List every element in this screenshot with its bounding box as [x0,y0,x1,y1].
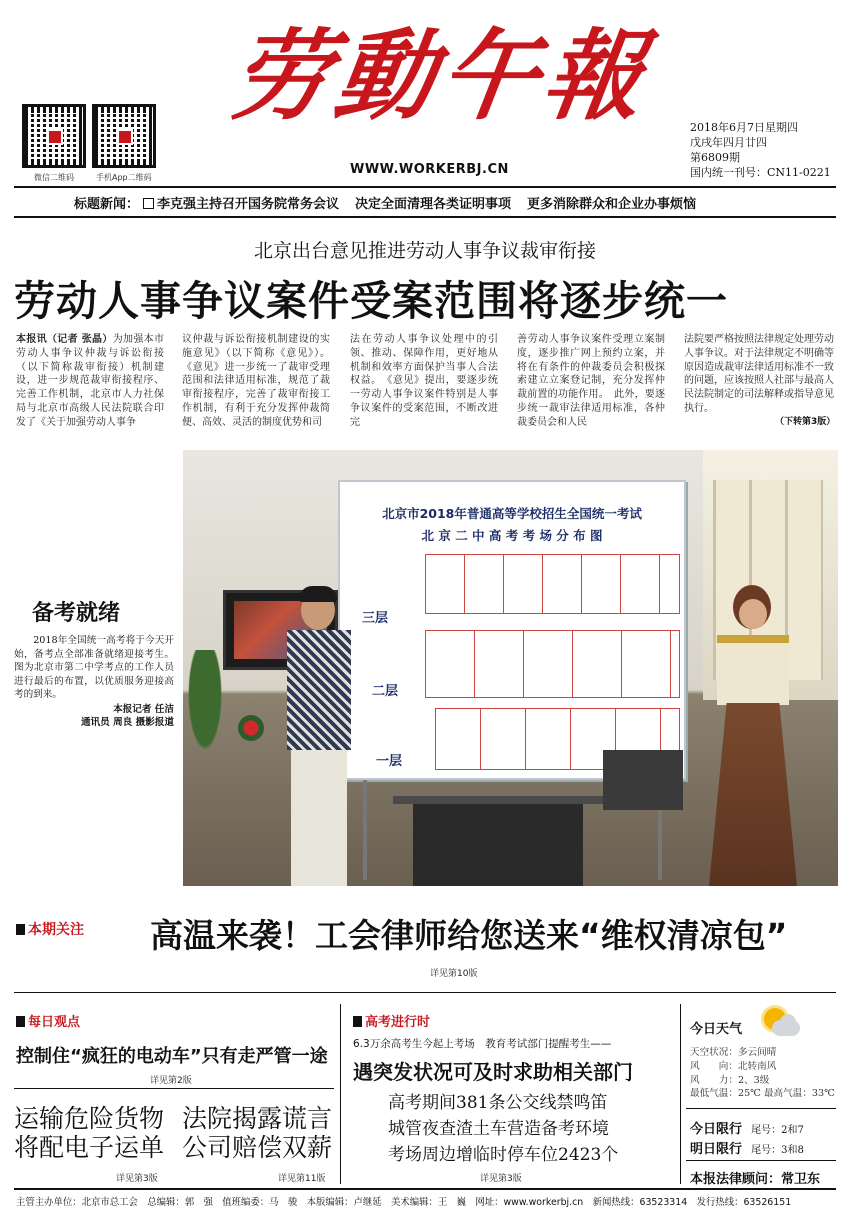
masthead-rule [14,186,836,188]
traffic-today [690,1118,804,1137]
legal-advisor: 本报法律顾问：常卫东 [690,1172,821,1187]
issue-lunar-date: 戊戌年四月廿四 [690,136,767,149]
headline-item[interactable]: 李克强主持召开国务院常务会议 [157,197,340,212]
focus-rule [14,992,836,993]
board-floor-1: 一层 [376,754,403,769]
photo-caption [14,634,174,730]
photo-credit-reporter: 本报记者 任洁 [113,703,174,715]
traffic-tomorrow-value: 尾号：3和8 [751,1145,804,1156]
opinion-see-page[interactable]: 详见第2版 [150,1076,192,1086]
story-court-lie-see-page[interactable]: 详见第11版 [278,1174,326,1184]
column-divider-2 [680,1004,681,1184]
headline-bar [74,193,712,212]
story-dangerous-goods-line-2: 将配电子运单 [14,1133,165,1162]
lead-subtitle: 北京出台意见推进劳动人事争议裁审衔接 [253,240,596,262]
lead-title[interactable]: 劳动人事争议案件受案范围将逐步统一 [14,277,728,325]
staff-woman [703,585,803,886]
wechat-qr-code [22,104,86,168]
issue-cn-number: 国内统一刊号：CN11-0221 [690,166,831,179]
footer-credits: 主管主办单位：北京市总工会 总编辑：郭 强 值班编委：马 骏 本版编辑：卢继延 美术编辑：王 巍 网址：www.workerbj.cn 新闻热线：63523314 发行热线：63526151 [16,1197,792,1208]
gaokao-line[interactable]: 高考期间381条公交线禁鸣笛 [388,1093,608,1113]
lead-column-2: 议仲裁与诉讼衔接机制建设的实施意见》（以下简称《意见》）。《意见》进一步统一了裁审受理范围和法律适用标准，规范了裁审衔接程序，完善了裁审衔接工作机制，有利于充分发挥仲裁简便、高效、灵活的制度优势和司 [182,334,330,428]
weather-wind-direction: 风 向：北转南风 [690,1060,777,1072]
weather-temperature: 最低气温：25℃ 最高气温：33℃ [690,1088,835,1100]
continued-note: （下转第3版） [775,417,836,427]
focus-see-page[interactable]: 详见第10版 [430,969,478,979]
lead-column-4: 善劳动人事争议案件受理立案制度，逐步推广网上预约立案，并将在有条件的仲裁委员会积极探索建立立案登记制，充分发挥仲裁前置的功能作用。 此外，要逐步统一裁审法律适用标准，各仲裁委员会和人民 [517,334,665,428]
opinion-section-label: 每日观点 [16,1011,80,1030]
headline-label: 标题新闻： [74,197,140,212]
story-dangerous-goods-see-page[interactable]: 详见第3版 [116,1174,158,1184]
opinion-title[interactable]: 控制住“疯狂的电动车”只有走严管一途 [16,1046,328,1067]
headline-box-icon [143,198,154,209]
gaokao-section-label: 高考进行时 [353,1011,430,1030]
story-court-lie-line-1: 法院揭露谎言 [182,1104,333,1133]
gaokao-see-page[interactable]: 详见第3版 [480,1174,522,1184]
newspaper-logo: 劳動午報 [223,19,657,134]
lead-column-5: 法院要严格按照法律规定处理劳动人事争议。对于法律规定不明确等原因造成裁审法律适用标准不一致的问题，应该按照人社部与最高人民法院制定的司法解释或指导意见执行。 [684,334,834,414]
issue-date: 2018年6月7日星期四 [690,121,798,134]
traffic-today-value: 尾号：2和7 [751,1125,804,1136]
weather-details [690,1046,835,1101]
board-floor-2: 二层 [372,684,399,699]
app-qr-code [92,104,156,168]
opinion-rule [14,1088,334,1089]
weather-sky: 天空状况：多云间晴 [690,1047,777,1058]
exam-floor-plan-board [338,480,686,780]
wechat-qr-caption: 微信二维码 [34,173,74,182]
app-qr-caption: 手机App二维码 [96,173,152,182]
story-dangerous-goods[interactable] [14,1104,164,1162]
sun-cloud-icon [758,1008,802,1038]
focus-title[interactable]: 高温来袭！工会律师给您送来“维权清凉包” [150,916,788,955]
lead-text: 为加强本市劳动人事争议仲裁与诉讼衔接（以下简称裁审衔接）机制建设，进一步规范裁审衔接程序、完善工作机制，北京市人力社保局与北京市高级人民法院联合印发了《关于加强劳动人事争 [16,334,165,428]
traffic-today-label: 今日限行 [690,1122,743,1137]
gaokao-title[interactable]: 遇突发状况可及时求助相关部门 [353,1060,633,1084]
story-dangerous-goods-line-1: 运输危险货物 [14,1104,165,1133]
focus-section-label: 本期关注 [16,919,84,939]
exam-room-photo [183,450,838,886]
lead-column-1 [16,333,164,430]
story-court-lie-line-2: 公司赔偿双薪 [182,1133,333,1162]
gaokao-line[interactable]: 城管夜查渣土车营造备考环境 [388,1119,609,1139]
board-title-2: 北 京 二 中 高 考 考 场 分 布 图 [421,528,603,543]
photo-caption-text: 2018年全国统一高考将于今天开始，备考点全部准备就绪迎接考生。图为北京市第二中学考点的工作人员进行最后的布置，以优质服务迎接高考的到来。 [14,635,174,700]
gaokao-line[interactable]: 考场周边增临时停车位2423个 [388,1145,619,1165]
headline-item[interactable]: 决定全面清理各类证明事项 [355,197,512,212]
weather-title: 今日天气 [690,1022,743,1037]
site-url[interactable]: WWW.WORKERBJ.CN [350,162,509,177]
traffic-tomorrow-label: 明日限行 [690,1142,743,1157]
headline-rule [14,216,836,218]
footer-rule [14,1188,836,1190]
lead-byline: 本报讯（记者 张晶） [16,334,113,345]
column-divider-1 [340,1004,341,1184]
board-title-1: 北京市2018年普通高等学校招生全国统一考试 [382,506,642,521]
traffic-tomorrow [690,1138,804,1157]
traffic-rule [686,1160,836,1161]
issue-number: 第6809期 [690,151,740,164]
issue-info [690,120,831,180]
story-court-lie[interactable] [182,1104,332,1162]
board-floor-3: 三层 [362,611,389,626]
staff-man [283,590,353,886]
gaokao-kicker: 6.3万余高考生今起上考场 教育考试部门提醒考生—— [353,1038,612,1050]
lead-column-3: 法在劳动人事争议处理中的引领、推动、保障作用，更好地从机制和效率方面保护当事人合法权益。 《意见》提出，要逐步统一劳动人事争议案件特别是人事争议案件的受案范围，不断改进完 [350,334,498,428]
weather-wind-force: 风 力：2、3级 [690,1074,770,1086]
photo-caption-title: 备考就绪 [32,601,121,626]
gaokao-lines [388,1090,618,1168]
photo-credit-correspondent: 通讯员 周良 摄影报道 [80,717,174,728]
weather-rule [686,1108,836,1109]
headline-item[interactable]: 更多消除群众和企业办事烦恼 [527,197,697,212]
